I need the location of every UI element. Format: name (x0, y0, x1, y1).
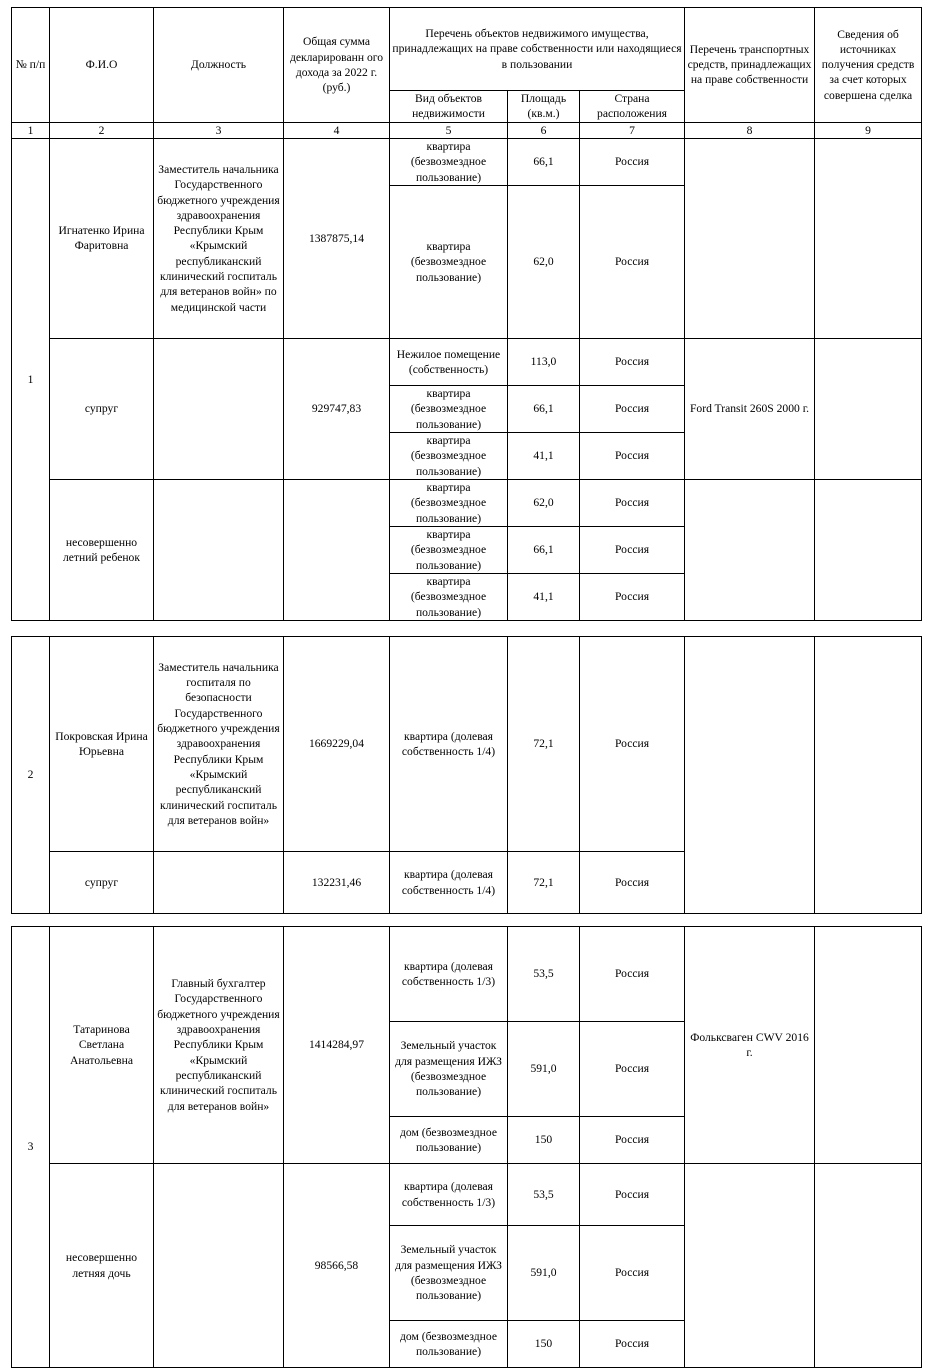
realty-area: 150 (508, 1321, 580, 1368)
sources-cell (815, 338, 922, 479)
person-income: 98566,58 (284, 1164, 390, 1368)
realty-area: 41,1 (508, 573, 580, 620)
realty-type: квартира (безвозмездное пользование) (390, 573, 508, 620)
realty-country: Россия (580, 526, 685, 573)
header-income: Общая сумма декларированн ого дохода за 2022 г. (руб.) (284, 8, 390, 123)
header-realty-type: Вид объектов недвижимости (390, 91, 508, 123)
vehicles-cell (685, 479, 815, 620)
header-realty: Перечень объектов недвижимого имущества, принадлежащих на праве собственности или находящиеся в пользовании (390, 8, 685, 91)
person-income: 1414284,97 (284, 927, 390, 1164)
realty-type: квартира (долевая собственность 1/4) (390, 852, 508, 914)
person-name: Покровская Ирина Юрьевна (50, 637, 154, 852)
realty-country: Россия (580, 1022, 685, 1117)
realty-country: Россия (580, 185, 685, 338)
person-position: Главный бухгалтер Государственного бюджетного учреждения здравоохранения Республики Крым «Крымский республиканский клинический госпиталь для ветеранов войн» (154, 927, 284, 1164)
realty-area: 591,0 (508, 1226, 580, 1321)
col-number-5: 5 (390, 122, 508, 138)
realty-country: Россия (580, 1226, 685, 1321)
realty-type: Земельный участок для размещения ИЖЗ (безвозмездное пользование) (390, 1022, 508, 1117)
realty-type: Нежилое помещение (собственность) (390, 338, 508, 385)
realty-area: 62,0 (508, 185, 580, 338)
sources-cell (815, 138, 922, 338)
row-number: 3 (12, 927, 50, 1368)
vehicles-cell (685, 1164, 815, 1368)
sources-cell (815, 927, 922, 1164)
realty-type: квартира (безвозмездное пользование) (390, 385, 508, 432)
person-position: Заместитель начальника Государственного бюджетного учреждения здравоохранения Республики Крым «Крымский республиканский клинический госпиталь для ветеранов войн» по медицинской части (154, 138, 284, 338)
realty-type: квартира (долевая собственность 1/4) (390, 637, 508, 852)
person-name: Игнатенко Ирина Фаритовна (50, 138, 154, 338)
realty-country: Россия (580, 385, 685, 432)
realty-country: Россия (580, 852, 685, 914)
realty-country: Россия (580, 432, 685, 479)
header-fio: Ф.И.О (50, 8, 154, 123)
realty-area: 72,1 (508, 637, 580, 852)
declaration-table-section-3 (11, 926, 922, 1368)
header-vehicles: Перечень транспортных средств, принадлежащих на праве собственности (685, 8, 815, 123)
realty-area: 66,1 (508, 138, 580, 185)
col-number-2: 2 (50, 122, 154, 138)
realty-area: 62,0 (508, 479, 580, 526)
person-position: Заместитель начальника госпиталя по безопасности Государственного бюджетного учреждения здравоохранения Республики Крым «Крымский республиканский клинический госпиталь для ветеранов войн» (154, 637, 284, 852)
person-position (154, 338, 284, 479)
realty-area: 150 (508, 1117, 580, 1164)
vehicle: Фольксваген CWV 2016 г. (685, 927, 815, 1164)
col-number-8: 8 (685, 122, 815, 138)
person-position (154, 1164, 284, 1368)
vehicles-cell (685, 138, 815, 338)
realty-area: 66,1 (508, 526, 580, 573)
col-number-9: 9 (815, 122, 922, 138)
person-income: 132231,46 (284, 852, 390, 914)
realty-type: квартира (безвозмездное пользование) (390, 138, 508, 185)
realty-area: 113,0 (508, 338, 580, 385)
col-number-6: 6 (508, 122, 580, 138)
realty-type: квартира (безвозмездное пользование) (390, 432, 508, 479)
person-name: Татаринова Светлана Анатольевна (50, 927, 154, 1164)
realty-area: 41,1 (508, 432, 580, 479)
realty-type: квартира (долевая собственность 1/3) (390, 927, 508, 1022)
person-name: несовершенно летняя дочь (50, 1164, 154, 1368)
person-income: 1387875,14 (284, 138, 390, 338)
vehicles-cell (685, 637, 815, 914)
sources-cell (815, 637, 922, 914)
header-position: Должность (154, 8, 284, 123)
col-number-3: 3 (154, 122, 284, 138)
realty-country: Россия (580, 1164, 685, 1226)
realty-country: Россия (580, 1117, 685, 1164)
realty-type: квартира (безвозмездное пользование) (390, 185, 508, 338)
person-income (284, 479, 390, 620)
sources-cell (815, 479, 922, 620)
person-income: 929747,83 (284, 338, 390, 479)
header-num: № п/п (12, 8, 50, 123)
realty-type: квартира (безвозмездное пользование) (390, 479, 508, 526)
realty-country: Россия (580, 637, 685, 852)
col-number-7: 7 (580, 122, 685, 138)
header-realty-area: Площадь (кв.м.) (508, 91, 580, 123)
realty-country: Россия (580, 1321, 685, 1368)
col-number-1: 1 (12, 122, 50, 138)
row-number: 2 (12, 637, 50, 914)
person-name: супруг (50, 852, 154, 914)
realty-country: Россия (580, 927, 685, 1022)
declaration-table-section-1 (11, 7, 922, 621)
realty-country: Россия (580, 479, 685, 526)
declaration-table-section-2 (11, 636, 922, 914)
realty-country: Россия (580, 573, 685, 620)
realty-area: 66,1 (508, 385, 580, 432)
realty-country: Россия (580, 338, 685, 385)
realty-area: 72,1 (508, 852, 580, 914)
realty-type: Земельный участок для размещения ИЖЗ (безвозмездное пользование) (390, 1226, 508, 1321)
header-realty-country: Страна расположения (580, 91, 685, 123)
realty-area: 591,0 (508, 1022, 580, 1117)
person-position (154, 852, 284, 914)
realty-area: 53,5 (508, 1164, 580, 1226)
vehicle: Ford Transit 260S 2000 г. (685, 338, 815, 479)
sources-cell (815, 1164, 922, 1368)
person-name: несовершенно летний ребенок (50, 479, 154, 620)
row-number: 1 (12, 138, 50, 620)
header-sources: Сведения об источниках получения средств за счет которых совершена сделка (815, 8, 922, 123)
realty-type: квартира (безвозмездное пользование) (390, 526, 508, 573)
person-name: супруг (50, 338, 154, 479)
col-number-4: 4 (284, 122, 390, 138)
person-position (154, 479, 284, 620)
person-income: 1669229,04 (284, 637, 390, 852)
realty-type: дом (безвозмездное пользование) (390, 1117, 508, 1164)
realty-area: 53,5 (508, 927, 580, 1022)
realty-type: квартира (долевая собственность 1/3) (390, 1164, 508, 1226)
realty-type: дом (безвозмездное пользование) (390, 1321, 508, 1368)
realty-country: Россия (580, 138, 685, 185)
